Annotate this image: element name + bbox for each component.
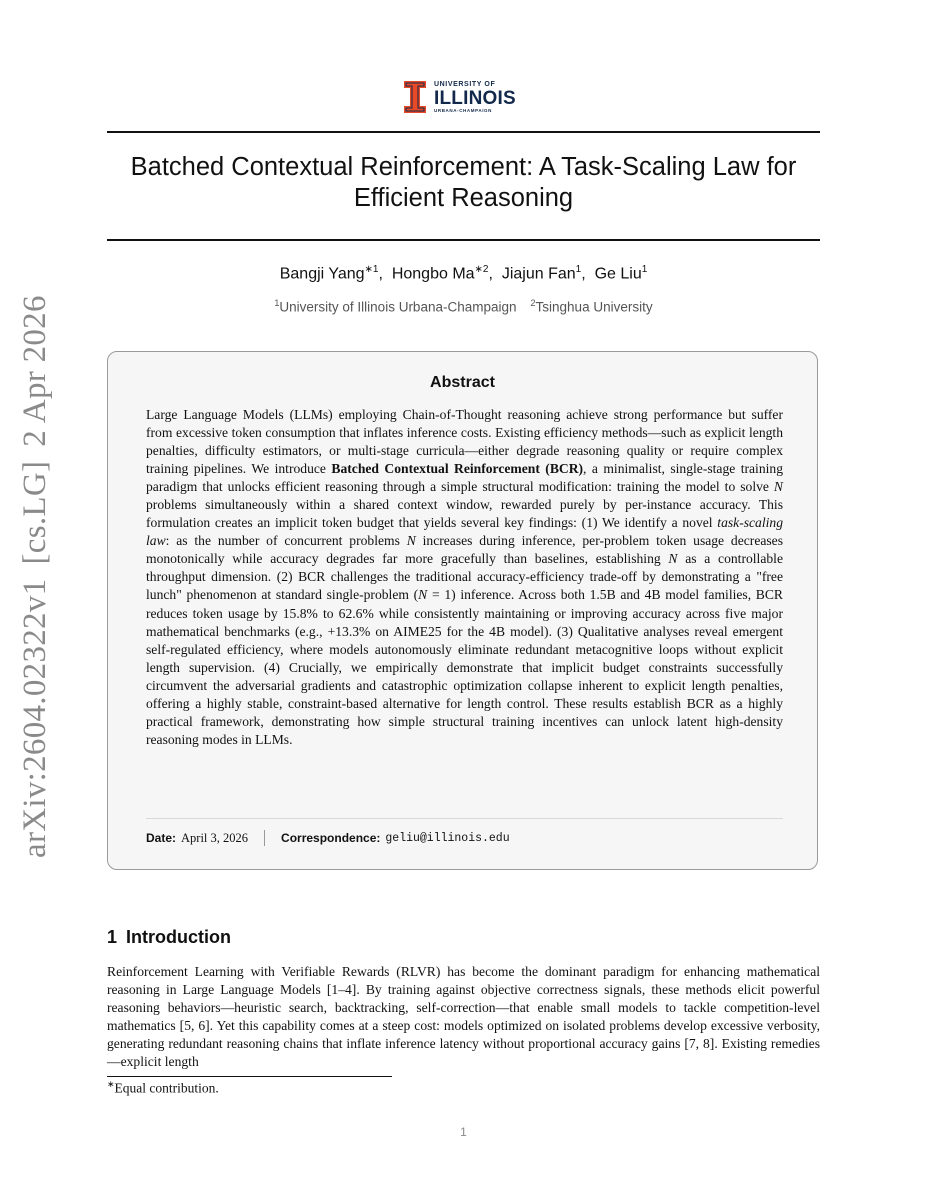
section-heading-introduction [107,927,231,948]
abstract-text-run: Large Language Models (LLMs) employing Chain-of-Thought reasoning achieve strong performance but suffer from excessive token consumption that inflates inference costs. Existing efficiency methods—such as explicit length penalties, difficulty estimators, or multi-stage curricula—either degrade reasoning quality or require complex training pipelines. We introduce [146,407,783,477]
math-variable: N [418,587,428,603]
author-name: Hongbo Ma [391,265,475,283]
affiliation-sup: 2 [530,298,536,308]
block-i-icon [404,81,426,113]
affiliation-name: Tsinghua University [535,299,653,315]
author-sup: 1 [641,264,648,275]
abstract-text-run: increases during inference, per-problem token usage decreases monotonically while accuracy degrades far more gracefully than baselines, establishing [146,533,783,567]
top-rule [107,131,820,133]
abstract-body [146,406,783,749]
abstract-text-run: as a controllable throughput dimension. (2) BCR challenges the traditional accuracy-efficiency trade-off by demonstrating a "free lunch" phenomenon at standard single-problem ( [146,551,783,603]
abstract-heading: Abstract [430,374,495,391]
affiliations [107,298,820,315]
math-variable: N [773,479,783,495]
university-logo [404,80,516,114]
abstract-bold-term: Batched Contextual Reinforcement (BCR) [331,461,584,477]
footnote-marker: ∗ [107,1079,115,1089]
introduction-paragraph: Reinforcement Learning with Verifiable Rewards (RLVR) has become the dominant paradigm for enhancing mathematical reasoning in Large Language Models [1–4]. By training against objective correctness signals, these methods elicit powerful reasoning behaviors—heuristic search, backtracking, self-correction—that enable small models to tackle competition-level mathematics [5, 6]. Yet this capability comes at a steep cost: models optimized on isolated problems develop excessive verbosity, generating redundant reasoning chains that inflate inference latency without proportional accuracy gains [7, 8]. Existing remedies—explicit length [107,964,820,1070]
date-value: April 3, 2026 [181,830,249,845]
footnote-rule [107,1076,392,1077]
logo-top-line: UNIVERSITY OF [434,80,496,88]
affiliation-name: University of Illinois Urbana-Champaign [279,299,517,315]
abstract-text-run: , a minimalist, single-stage training paradigm that unlocks efficient reasoning through a simple structural modification: training the model to solve [146,461,783,495]
author-name: Jiajun Fan [501,265,576,283]
section-title: Introduction [126,927,231,947]
meta-separator [264,830,265,846]
math-variable: N [668,551,678,567]
arxiv-side-stamp [17,281,54,858]
abstract-meta [146,830,510,846]
math-variable: N [406,533,416,549]
author-list: Bangji Yang$^{∗1}$, Hongbo $Ma^{∗2}$, Jiajun Fan$^1$, Ge Liu$^1$ [279,264,648,283]
author-sup: ∗1 [364,264,379,275]
footnote [107,1079,219,1097]
correspondence-label: Correspondence: [281,831,381,845]
abstract-italic-term: task-scaling law [146,515,783,549]
author-name: Bangji Yang [279,265,365,283]
title-bottom-rule [107,239,820,241]
page-number: 1 [460,1125,467,1139]
paper-title: Batched Contextual Reinforcement: A Task-Scaling Law for Efficient Reasoning [130,153,797,212]
author-name: Ge Liu [594,265,642,283]
correspondence-email[interactable]: geliu@illinois.edu [385,831,510,845]
date-label: Date: [146,831,177,845]
section-number: 1 [107,927,118,947]
abstract-box [107,351,818,870]
abstract-text-run: problems simultaneously within a shared context window, rewarded purely by per-instance accuracy. This formulation creates an implicit token budget that yields several key findings: (1) We identify a novel [146,497,783,531]
abstract-text-run: : as the number of concurrent problems [165,533,407,549]
author-sup: 1 [575,264,582,275]
arxiv-id: arXiv:2604.02322v1 [17,578,53,858]
arxiv-date: 2 Apr 2026 [17,295,53,447]
abstract-text-run: = 1) inference. Across both 1.5B and 4B model families, BCR reduces token usage by 15.8% to 62.6% while consistently maintaining or improving accuracy across five major mathematical benchmarks (e.g., +13.3% on AIME25 for the 4B model). (3) Qualitative analyses reveal emergent self-regulated efficiency, where models autonomously eliminate redundant metacognitive loops without explicit length supervision. (4) Crucially, we empirically demonstrate that implicit budget constraints successfully circumvent the adversarial gradients and catastrophic optimization collapse inherent to explicit length penalties, offering a highly stable, constraint-based alternative for length control. These results establish BCR as a highly practical framework, demonstrating how simple structural training incentives can unlock latent high-density reasoning modes in LLMs. [146,587,783,747]
abstract-meta-divider [146,818,783,819]
footnote-text: Equal contribution. [114,1080,219,1096]
affiliation-sup: 1 [274,298,280,308]
logo-subline: URBANA-CHAMPAIGN [434,107,493,113]
logo-wordmark: ILLINOIS [434,87,516,109]
arxiv-category: [cs.LG] [17,460,53,565]
author-sup: ∗2 [474,264,489,275]
